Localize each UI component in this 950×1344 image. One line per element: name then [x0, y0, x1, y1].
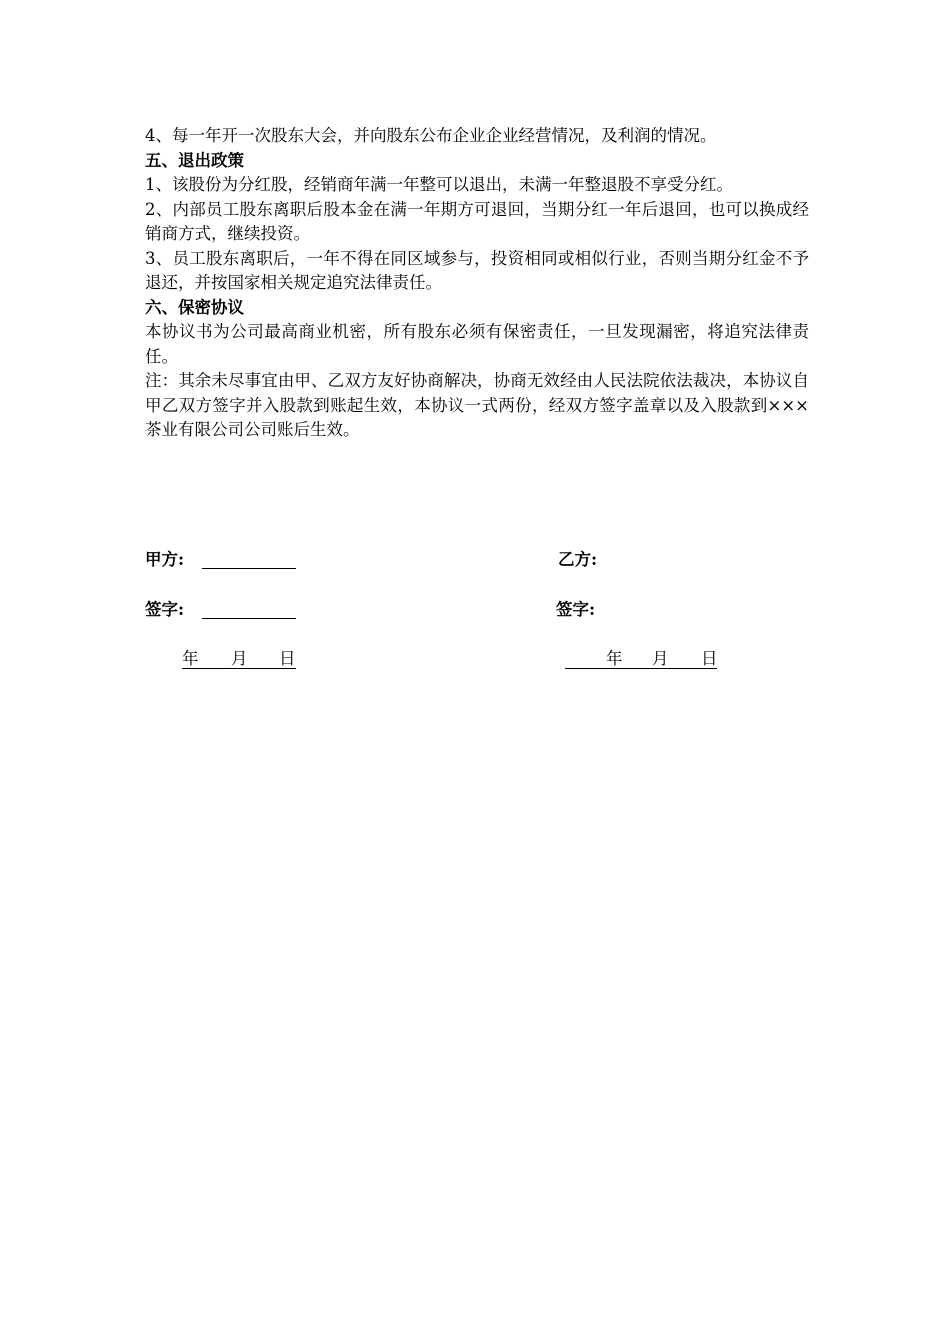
date-a-line[interactable]	[182, 668, 296, 669]
date-b-year: 年	[606, 649, 623, 668]
date-a-year: 年	[182, 649, 199, 668]
date-b-month: 月	[652, 649, 669, 668]
sign-a-line[interactable]	[202, 618, 296, 619]
party-a-line[interactable]	[202, 568, 296, 569]
date-a-month: 月	[231, 649, 248, 668]
clause-exit-3: 3、员工股东离职后，一年不得在同区域参与，投资相同或相似行业，否则当期分红金不予退还，并按国家相关规定追究法律责任。	[145, 248, 809, 292]
clause-exit-2: 2、内部员工股东离职后股本金在满一年期方可退回，当期分红一年后退回，也可以换成经销商方式，继续投资。	[145, 199, 809, 243]
party-b-label: 乙方:	[558, 550, 598, 569]
sign-a-label: 签字:	[145, 600, 185, 619]
clause-note: 注：其余未尽事宜由甲、乙双方友好协商解决，协商无效经由人民法院依法裁决，本协议自甲乙双方签字并入股款到账起生效，本协议一式两份，经双方签字盖章以及入股款到×××茶业有限公司公司账后生效。	[145, 371, 809, 439]
agreement-body	[145, 124, 809, 443]
date-a-day: 日	[279, 649, 296, 668]
date-b-day: 日	[701, 649, 718, 668]
party-a-label: 甲方:	[145, 550, 185, 569]
section-heading-exit-policy: 五、退出政策	[145, 150, 244, 170]
clause-confidentiality: 本协议书为公司最高商业机密，所有股东必须有保密责任，一旦发现漏密，将追究法律责任。	[145, 322, 809, 366]
date-a	[182, 647, 296, 669]
clause-exit-1: 1、该股份为分红股，经销商年满一年整可以退出，未满一年整退股不享受分红。	[145, 175, 733, 194]
date-b	[565, 647, 717, 669]
date-b-line[interactable]	[565, 668, 717, 669]
section-heading-confidentiality: 六、保密协议	[145, 297, 244, 317]
clause-shareholder-meeting: 4、每一年开一次股东大会，并向股东公布企业企业经营情况，及利润的情况。	[145, 126, 717, 145]
sign-b-label: 签字:	[556, 600, 596, 619]
